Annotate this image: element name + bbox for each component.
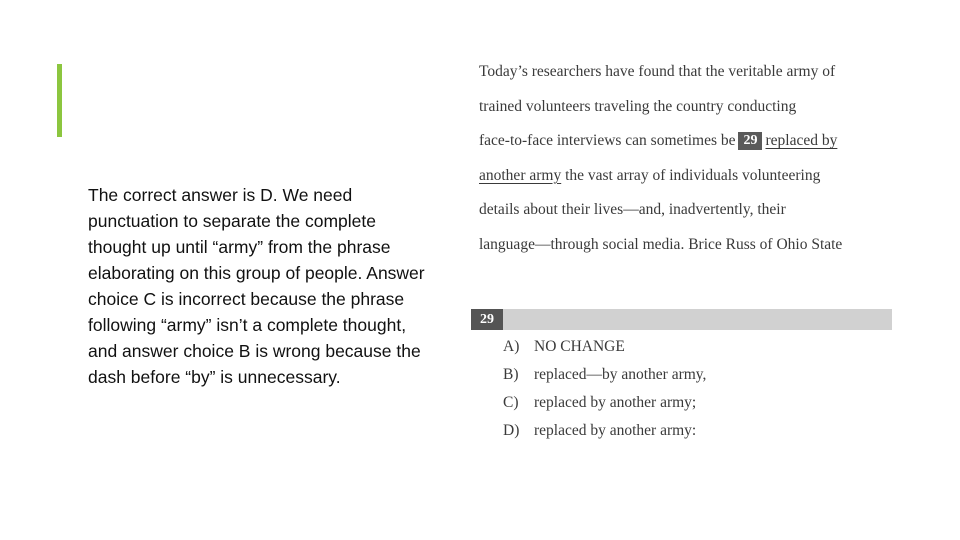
question-header-bar [471, 309, 892, 330]
answer-choice-c [503, 392, 706, 420]
answer-choice-a [503, 336, 706, 364]
choice-letter: A) [503, 338, 520, 355]
choice-text: NO CHANGE [534, 338, 625, 355]
choice-letter: C) [503, 394, 519, 411]
underlined-text: another army [479, 166, 562, 184]
choice-text: replaced by another army: [534, 422, 697, 439]
explanation-text: The correct answer is D. We need punctuation to separate the complete thought up until “army” from the phrase elaborating on this group of people. Answer choice C is incorrect because the phrase following “army” isn’t a complete thought, and answer choice B is wrong because the dash before “by” is unnecessary. [88, 185, 425, 387]
choice-letter: D) [503, 422, 520, 439]
question-number-marker: 29 [738, 132, 762, 150]
passage-line: trained volunteers traveling the country conducting [479, 97, 797, 115]
accent-bar [57, 64, 62, 137]
passage-line: language—through social media. Brice Russ of Ohio State [479, 235, 843, 253]
choice-text: replaced—by another army, [534, 366, 707, 383]
choice-letter: B) [503, 366, 519, 383]
underlined-text: replaced by [765, 132, 838, 150]
passage-line: details about their lives—and, inadvertently, their [479, 201, 786, 219]
passage-line: Today’s researchers have found that the veritable army of [479, 63, 836, 80]
answer-choice-d [503, 420, 706, 448]
question-number: 29 [471, 309, 503, 330]
choice-text: replaced by another army; [534, 394, 697, 411]
answer-choices [503, 336, 706, 448]
passage-text: face-to-face interviews can sometimes be [479, 132, 736, 150]
passage-excerpt [479, 60, 904, 268]
passage-line [479, 164, 904, 199]
passage-line [479, 129, 904, 164]
answer-choice-b [503, 364, 706, 392]
passage-text: the vast array of individuals volunteering [561, 166, 821, 184]
